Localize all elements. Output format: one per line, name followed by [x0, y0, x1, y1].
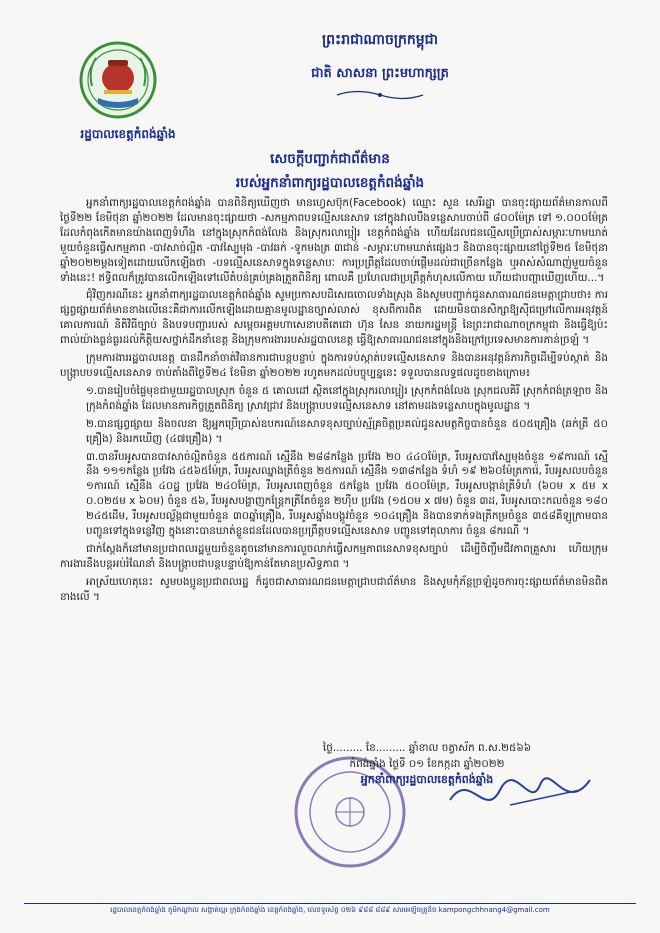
- document-title: [150, 150, 510, 194]
- paragraph-result-2: ២.បានផ្សព្វផ្សាយ និងចលនា ឱ្យអ្នកប្រើប្រាស់ឧបករណ៍នេសាទខុសច្បាប់ស្ម័គ្រចិត្តប្រគល់ជូនសមត្ថកិច្ចបានចំនួន ៥០៥គ្រឿង (ឆក់ត្រី ៥០ គ្រឿង) និងរកឃើញ (៤៧គ្រឿង) ។: [86, 417, 608, 445]
- paragraph-actions: ក្រុមការងាររដ្ឋបាលខេត្ត បានដឹកនាំចាត់វិធានការជាបន្តបន្ទាប់ ក្នុងការទប់ស្កាត់បទល្មើសនេសាទ និងបានអនុវត្តន៍ភារកិច្ចដើម្បីទប់ស្កាត់ និងបង្ក្រាបបទល្មើសនេសាទ ចាប់តាំងពីថ្ងៃទី២៤ ខែមិនា ឆ្នាំ២០២២ រហូតមកដល់បច្ចុប្បន្ននេះ ទទួលបានលទ្ធផលដូចខាងក្រោម៖: [60, 352, 608, 379]
- divider-flourish-icon: [335, 90, 425, 100]
- paragraph-situation: ជាក់ស្តែងក៏នៅមានប្រជាពលរដ្ឋមួយចំនួនតូចនៅមានការលួចលាក់ធ្វើសកម្មភាពនេសាទខុសច្បាប់ ដើម្បីចិញ្ចឹមជីវភាពគ្រួសារ ហើយក្រុមការងារនឹងបន្តអប់រំណែនាំ និងបង្ក្រាបជាបន្តបន្ទាប់ឱ្យកាន់តែមានប្រសិទ្ធភាព ។: [60, 542, 608, 570]
- lunar-date: ថ្ងៃ......... ខែ......... ឆ្នាំខាល ចត្វាស័ក ព.ស.២៥៦៦: [322, 742, 532, 754]
- title-line-2: របស់អ្នកនាំពាក្យរដ្ឋបាលខេត្តកំពង់ឆ្នាំង: [235, 175, 425, 191]
- footer-divider: [24, 903, 636, 904]
- provincial-seal-icon: [78, 40, 158, 122]
- paragraph-result-1: ១.បានរៀបចំផ្ទៃមុខជាមួយរដ្ឋបាលស្រុក ចំនួន ៥ គោលដៅ ស្ថិតនៅក្នុងស្រុករលាប្អៀរ ស្រុកកំពង់លែង ស្រុកជលគិរី ស្រុកកំពង់ត្រឡាច និងក្រុងកំពង់ឆ្នាំង ដែលមានភារកិច្ចត្រួតពិនិត្យ ស្រាវជ្រាវ និងបង្ក្រាបបទល្មើសនេសាទ នៅតាមដងទន្លេសាបក្នុងមូលដ្ឋាន ។: [86, 384, 608, 412]
- solar-date: កំពង់ឆ្នាំង ថ្ងៃទី ០១ ខែកក្កដា ឆ្នាំ២០២២: [349, 758, 505, 770]
- title-line-1: សេចក្តីបញ្ជាក់ជាព័ត៌មាន: [270, 151, 390, 167]
- signatory-title: អ្នកនាំពាក្យរដ្ឋបាលខេត្តកំពង់ឆ្នាំង: [360, 773, 494, 786]
- paragraph-result-3: ៣.បានរឹបអូសបានបាវសាច់ល្អិតចំនួន ៥៥ការណ៍ ស្មើនឹង ២៨៨កន្លែង ប្រវែង ២០ ៤៤០ម៉ែត្រ, រឹបអូសបាវស្បៃមុងចំនួន ១៩ការណ៍ ស្មើនឹង ១១១កន្លែង ប្រវែង ៤៥៦៥ម៉ែត្រ, រឹបអូសឈ្នាងត្រីចំនួន ២៥ការណ៍ ស្មើនឹង ១៣៨កន្លែង ទំហំ ១៩ ២៦០ម៉ែត្រការ៉េ, រឹបអូសលបចំនួន ១ការណ៍ ស្មើនឹង ៤០ដ្ឋ ប្រវែង ២៤០ម៉ែត្រ, រឹបអូសពេញចំនួន ៥កន្លែង ប្រវែង ៥០០ម៉ែត្រ, រឹបអូសបង្កាន់ត្រីទំហំ (៦០ម x ៥ម x ០.០២៥ម x ៦០ម) ចំនួន ៥៦, រឹបអូសបង្ហាញកន្ត្រែកត្រីតែចំនួន ២ហ៊ីប ប្រវែង (១៥០ម x ៧ម) ចំនួន ៣ដ, រឹបអូសបោះកលចំនួន ១៨០ ២៤៥ដើម, រឹបអូសបល្ល័ង្កជាមួយចំនួន ៣០ឆ្នាំគ្រឿង, រឹបអូសឆ្នាំងបង្គូវចំនួន ១០៤គ្រឿង និងបានទាក់ទងត្រីកម្រចំនួន ៣៥៨គីឡូក្រាមបានបញ្ជូនទៅក្នុងទន្លេវិញ ក្នុងនោះបានឃាត់ខ្លួនជនដែលបានប្រព្រឹត្តបទល្មើសនេសាទ បញ្ជូនទៅតុលាការ ចំនួន ៨ករណី ។: [86, 450, 608, 538]
- kingdom-name: ព្រះរាជាណាចក្រកម្ពុជា: [321, 32, 438, 48]
- handwritten-signature-icon: [440, 760, 600, 830]
- national-motto: ជាតិ សាសនា ព្រះមហាក្សត្រ: [311, 66, 449, 81]
- statement-body: [60, 196, 608, 608]
- issuing-authority: រដ្ឋបាលខេត្តកំពង់ឆ្នាំង: [80, 127, 176, 141]
- address-footer: រដ្ឋបាលខេត្តកំពង់ឆ្នាំង ភូមិកណ្តាល សង្កាត់ប្អេរ ក្រុងកំពង់ឆ្នាំង ខេត្តកំពង់ឆ្នាំង, លេខទូរស័ព្ទ ០២៦ ៩៨៨ ៨៨៩ សារអេឡិចត្រូនិច kampongchhnang4@gmail.com: [110, 906, 550, 914]
- paragraph-conclusion: អាស្រ័យហេតុនេះ សូមបងប្អូនប្រជាពលរដ្ឋ ក៏ដូចជាសាធារណជនមេត្តាជ្រាបជាព័ត៌មាន និងសូមកុំភ័ន្តច្រឡំដូចការចុះផ្សាយព័ត៌មានមិនពិតខាងលើ ។: [60, 575, 608, 603]
- kingdom-header: [200, 30, 560, 100]
- paragraph-denial: ជុំវិញករណីនេះ អ្នកនាំពាក្យរដ្ឋបាលខេត្តកំពង់ឆ្នាំង សូមប្រកាសបដិសេធចោលទាំងស្រុង និងសូមបញ្ជាក់ជូនសាធារណជនមេត្តាជ្រាបថា៖ ការផ្សព្វផ្សាយព័ត៌មានខាងលើនេះគឺជាការលើកឡើងដោយគ្មានមូលដ្ឋានច្បាស់លាស់ ខុសពីការពិត ដោយមិនបានសិក្សាឱ្យស៊ីជម្រៅលើការអនុវត្តន៍ គោលការណ៍ និតិវិធីច្បាប់ និងបទបញ្ជារបស់ សម្តេចអគ្គមហាសេនាបតីតេជោ ហ៊ុន សែន នាយករដ្ឋមន្ត្រី នៃព្រះរាជាណាចក្រកម្ពុជា និងធ្វើឱ្យប៉ះពាល់យ៉ាងធ្ងន់ធ្ងរដល់កិត្តិយសថ្នាក់ដឹកនាំខេត្ត និងក្រុមការងាររបស់រដ្ឋបាលខេត្ត ធ្វើឱ្យសាធារណជននៅក្នុងនិងក្រៅប្រទេសមានការភាន់ច្រឡំ ។: [60, 289, 608, 347]
- paragraph-intro: អ្នកនាំពាក្យរដ្ឋបាលខេត្តកំពង់ឆ្នាំង បានពិនិត្យឃើញថា មានហ្វេសប៊ុក(Facebook) ឈ្មោះ សួន សេរីរដ្ឋា បានចុះផ្សាយព័ត៌មានកាលពីថ្ងៃទី២២ ខែមិថុនា ឆ្នាំ២០២២ ដែលមានចុះផ្សាយថា -សកម្មភាពបទល្មើសនេសាទ នៅក្នុងវាលបឹងទន្លេសាបចាប់ពី ៨០០ម៉ែត្រ ទៅ ១.០០០ម៉ែត្រ ដែលកំពុងកើតមានយ៉ាងពេញទំហឹង នៅក្នុងស្រុកកំពង់លែង និងស្រុករលាប្អៀរ ខេត្តកំពង់ឆ្នាំង ហើយដែលជនល្មើសប្រើប្រាស់សម្ភារៈហាមឃាត់មួយចំនួនធ្វើសកម្មភាព -បាវសាច់ល្អិត -បាវស្បៃមុង -បាវឆក់ -ទូកមងត្រ ៣ជាន់ -សម្ភារៈហាមឃាត់ផ្សេងៗ និងបានចុះផ្សាយនៅថ្ងៃទី២៥ ខែមិថុនា ឆ្នាំ២០២២ម្តងទៀតដោយលើកឡើងថា -បទល្មើសនេសាទក្នុងទន្លេសាបៈ ការប្រព្រឹត្តដែលចាប់ផ្តើមដល់ជាច្រើនកន្លែង ឬអាស់សំណាញ់មួយចំនួនទាំងនេះ! ឥទ្ធិពលក៏ត្រូវបានលើកឡើងទៅលើតំបន់គ្រប់គ្រងត្រួតពិនិត្យ ពោលគឺ ប្រហែលជាប្រព្រឹត្តកំហុសលើកាយ ហើយជាបញ្ហាឃើញហើយ...។: [60, 197, 608, 284]
